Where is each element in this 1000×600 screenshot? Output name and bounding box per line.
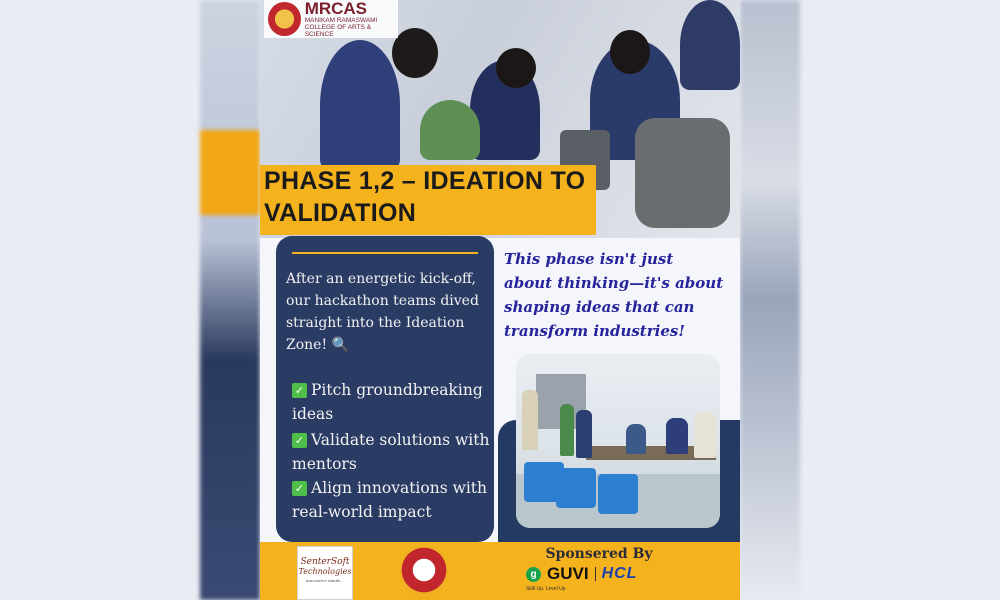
check-icon: ✓ xyxy=(292,481,307,496)
card-item: ✓ Align innovations with real-world impact xyxy=(292,479,488,521)
info-card xyxy=(276,236,494,542)
card-item: ✓ Pitch groundbreaking ideas xyxy=(292,381,483,423)
sentersoft-logo xyxy=(297,546,353,600)
footer xyxy=(260,542,740,600)
card-intro: After an energetic kick-off, our hackathon teams dived straight into the Ideation Zone! 🔍 xyxy=(286,271,479,353)
logo-line1: MANIKAM RAMASWAMI xyxy=(304,17,378,24)
logo-name: MRCAS xyxy=(304,0,368,18)
sponsor-tagline: Skill Up. Level Up xyxy=(526,586,566,592)
poster xyxy=(260,0,740,600)
card-item: ✓ Validate solutions with mentors xyxy=(292,431,490,473)
senter-name: SenterSoft xyxy=(300,557,350,567)
title-band xyxy=(260,165,596,235)
title-line1: PHASE 1,2 – IDEATION TO xyxy=(264,167,586,195)
sponsor-logos xyxy=(526,564,726,584)
check-icon: ✓ xyxy=(292,433,307,448)
mentors-photo xyxy=(516,354,720,528)
check-icon: ✓ xyxy=(292,383,307,398)
divider xyxy=(595,567,596,581)
institution-emblem-icon xyxy=(400,542,448,598)
quote-text: This phase isn't just about thinking—it's about shaping ideas that can transform industries! xyxy=(504,250,724,340)
college-emblem-icon xyxy=(268,2,301,36)
senter-tagline: innovative minds... xyxy=(305,578,345,583)
sponsor-title: Sponsered By xyxy=(545,546,653,562)
blurred-background-right xyxy=(740,0,800,600)
guvi-icon: g xyxy=(526,567,541,582)
logo-line2: COLLEGE OF ARTS & SCIENCE xyxy=(304,24,372,38)
hcl-logo: HCL xyxy=(601,565,638,582)
blurred-background-left xyxy=(200,0,260,600)
guvi-logo: GUVI xyxy=(547,564,589,583)
senter-subname: Technologies xyxy=(298,567,352,576)
college-logo xyxy=(264,0,398,38)
card-divider xyxy=(292,252,478,254)
title-line2: VALIDATION xyxy=(264,199,417,227)
